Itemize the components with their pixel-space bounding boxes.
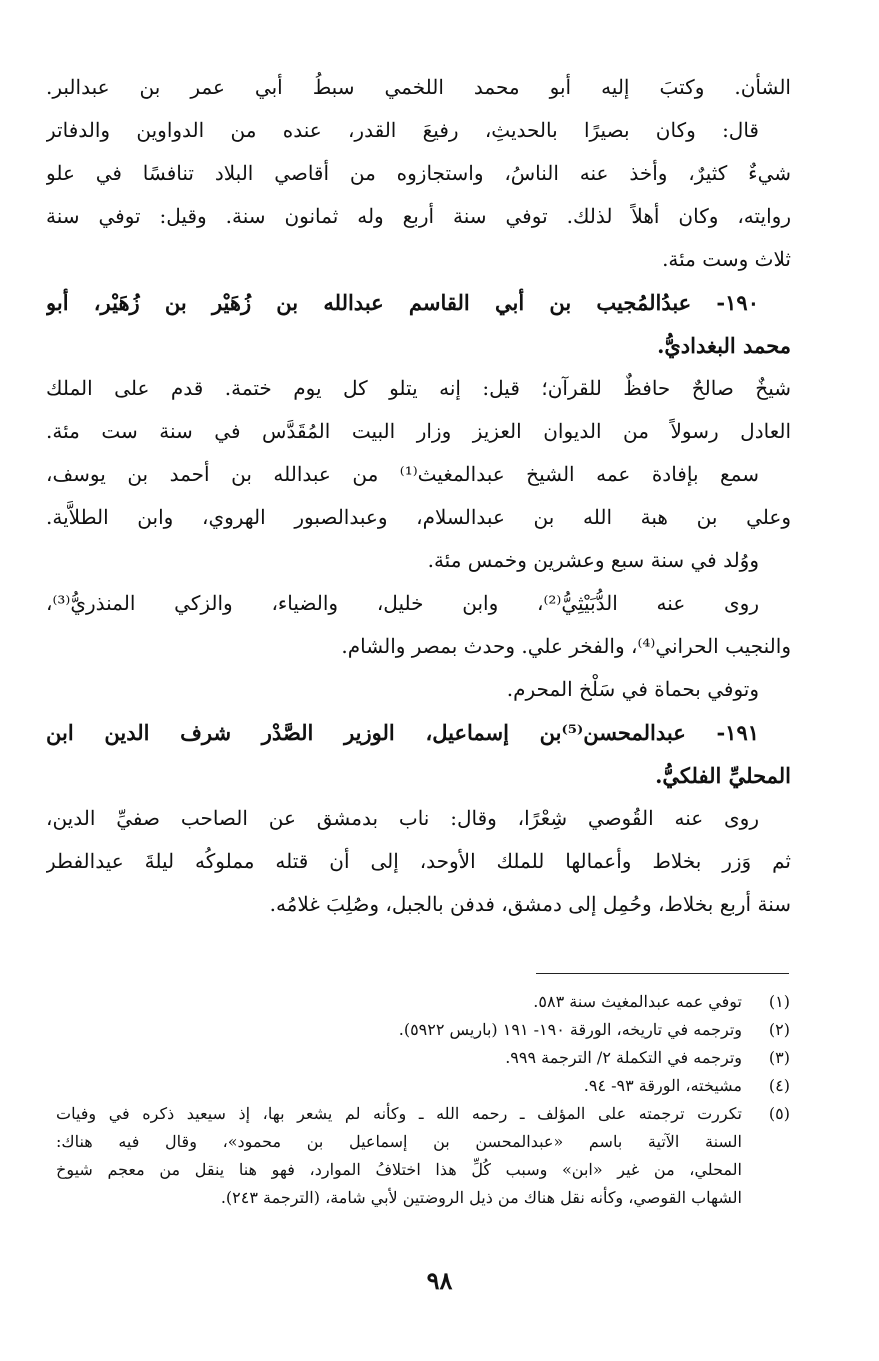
page-number: ٩٨ <box>426 1266 453 1295</box>
footnote-text: وترجمه في تاريخه، الورقة ١٩٠- ١٩١ (باريس ٥٩٢٢). <box>398 1020 742 1039</box>
footnote <box>56 1100 790 1212</box>
text-line: والنجيب الحراني⁽⁴⁾، والفخر علي. وحدث بمصر والشام. <box>341 634 791 658</box>
text-line: وتوفي بحماة في سَلْخ المحرم. <box>506 677 759 701</box>
text-line: شيءٌ كثيرٌ، وأخذ عنه الناسُ، واستجازوه من أقاصي البلاد تنافسًا في علو <box>46 161 791 185</box>
footnote-text: مشيخته، الورقة ٩٣- ٩٤. <box>583 1076 742 1095</box>
main-text <box>46 66 791 926</box>
footnote-text: توفي عمه عبدالمغيث سنة ٥٨٣. <box>533 992 742 1011</box>
text-line: روى عنه الدُّبَيْثِيُّ⁽²⁾، وابن خليل، والضياء، والزكي المنذريُّ⁽³⁾، <box>46 591 759 615</box>
text-line: قال: وكان بصيرًا بالحديثِ، رفيعَ القدر، عنده من الدواوين والدفاتر <box>46 118 759 142</box>
text-line: سمع بإفادة عمه الشيخ عبدالمغيث⁽¹⁾ من عبدالله بن أحمد بن يوسف، <box>46 462 759 486</box>
text-line: وعلي بن هبة الله بن عبدالسلام، وعبدالصبور الهروي، وابن الطلاَّية. <box>46 505 791 529</box>
text-line: ثم وَزر بخلاط وأعمالها للملك الأوحد، إلى أن قتله مملوكُه ليلةَ عيدالفطر <box>46 849 791 873</box>
entry-heading-190-cont: محمد البغداديُّ. <box>657 333 791 358</box>
text-line: الشأن. وكتبَ إليه أبو محمد اللخمي سبطُ أبي عمر بن عبدالبر. <box>46 75 791 99</box>
footnote-text: الشهاب القوصي، وكأنه نقل هناك من ذيل الروضتين لأبي شامة، (الترجمة ٢٤٣). <box>220 1188 742 1207</box>
footnote-text: السنة الآتية باسم «عبدالمحسن بن إسماعيل بن محمود»، وقال فيه هناك: <box>56 1132 742 1151</box>
text-line: العادل رسولاً من الديوان العزيز وزار البيت المُقَدَّس في سنة ست مئة. <box>46 419 791 443</box>
text-line: روى عنه القُوصي شِعْرًا، وقال: ناب بدمشق عن الصاحب صفيِّ الدين، <box>46 806 759 830</box>
footnote-divider <box>536 973 789 974</box>
footnote <box>56 988 790 1016</box>
footnote-text: المحلي، من غير «ابن» وسبب كُلِّ هذا اختلافُ الموارد، فهو هنا ينقل من معجم شيوخ <box>56 1160 742 1179</box>
entry-heading-191-cont: المحليِّ الفلكيُّ. <box>655 763 791 788</box>
text-line: ثلاث وست مئة. <box>662 247 791 271</box>
text-line: سنة أربع بخلاط، وحُمِل إلى دمشق، فدفن بالجبل، وصُلِبَ غلامُه. <box>269 892 791 916</box>
text-line: روايته، وكان أهلاً لذلك. توفي سنة أربع وله ثمانون سنة. وقيل: توفي سنة <box>46 204 791 228</box>
entry-heading-191: ١٩١- عبدالمحسن⁽⁵⁾بن إسماعيل، الوزير الصَّدْر شرف الدين ابن <box>46 720 760 745</box>
footnote <box>56 1016 790 1044</box>
footnote-text: وترجمه في التكملة ٢/ الترجمة ٩٩٩. <box>505 1048 742 1067</box>
footnote-number: (١) <box>768 992 790 1011</box>
footnote <box>56 1072 790 1100</box>
footnote-number: (٥) <box>768 1104 790 1123</box>
footnote-number: (٢) <box>768 1020 790 1039</box>
footnotes <box>56 988 790 1212</box>
text-line: ووُلد في سنة سبع وعشرين وخمس مئة. <box>427 548 759 572</box>
entry-heading-190: ١٩٠- عبدُالمُجيب بن أبي القاسم عبدالله بن زُهَيْر بن زُهَيْر، أبو <box>46 290 759 315</box>
footnote-number: (٤) <box>768 1076 790 1095</box>
footnote-text: تكررت ترجمته على المؤلف ـ رحمه الله ـ وكأنه لم يشعر بها، إذ سيعيد ذكره في وفيات <box>56 1104 742 1123</box>
footnote <box>56 1044 790 1072</box>
footnote-number: (٣) <box>768 1048 790 1067</box>
text-line: شيخٌ صالحٌ حافظٌ للقرآن؛ قيل: إنه يتلو كل يوم ختمة. قدم على الملك <box>46 376 791 400</box>
